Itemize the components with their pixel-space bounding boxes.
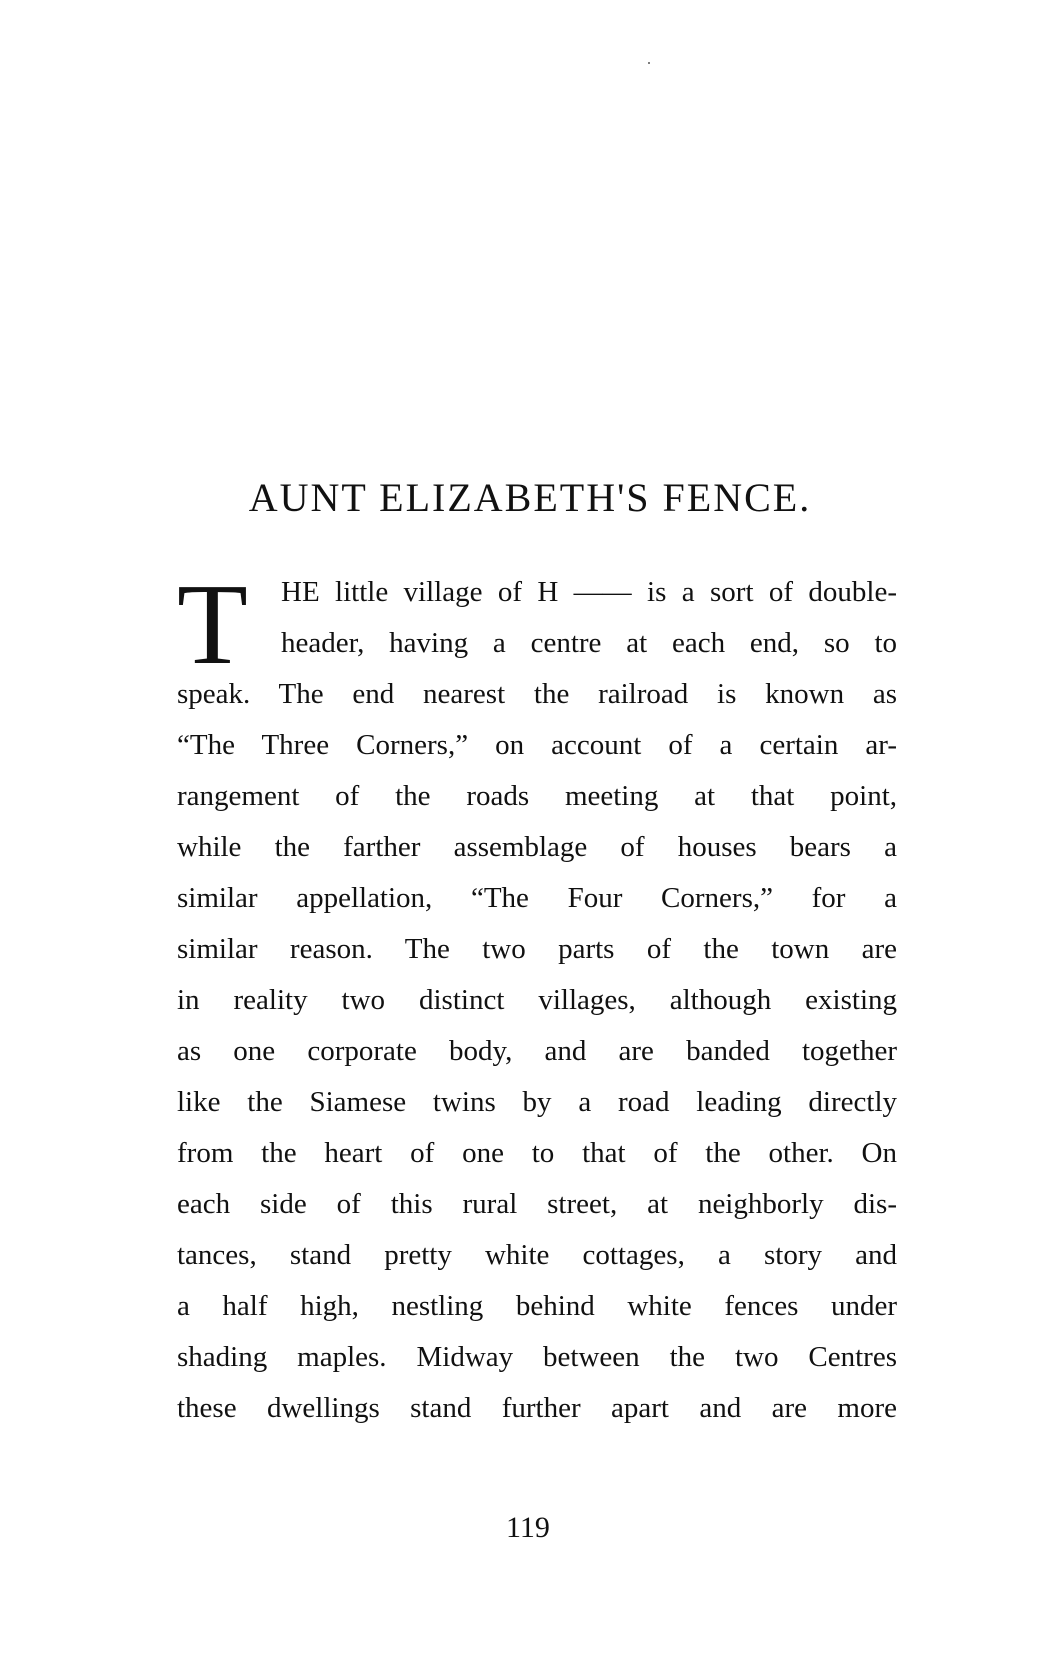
text-line: in reality two distinct villages, although existing <box>177 984 897 1016</box>
text-line: rangement of the roads meeting at that point, <box>177 780 897 812</box>
text-line: similar appellation, “The Four Corners,” for a <box>177 882 897 914</box>
text-line: tances, stand pretty white cottages, a story and <box>177 1239 897 1271</box>
text-line: like the Siamese twins by a road leading directly <box>177 1086 897 1118</box>
text-line: HE little village of H —— is a sort of double- <box>281 576 897 608</box>
text-line: similar reason. The two parts of the town are <box>177 933 897 965</box>
text-line: speak. The end nearest the railroad is known as <box>177 678 897 710</box>
text-line: from the heart of one to that of the other. On <box>177 1137 897 1169</box>
text-line: these dwellings stand further apart and are more <box>177 1392 897 1424</box>
text-line: “The Three Corners,” on account of a certain ar- <box>177 729 897 761</box>
text-line: a half high, nestling behind white fences under <box>177 1290 897 1322</box>
text-line: shading maples. Midway between the two Centres <box>177 1341 897 1373</box>
chapter-title: AUNT ELIZABETH'S FENCE. <box>248 475 812 520</box>
text-line: header, having a centre at each end, so to <box>281 627 897 659</box>
text-line: as one corporate body, and are banded together <box>177 1035 897 1067</box>
drop-cap: T <box>177 561 248 689</box>
text-line: each side of this rural street, at neighborly dis- <box>177 1188 897 1220</box>
page-number: 119 <box>506 1511 550 1544</box>
text-line: while the farther assemblage of houses bears a <box>177 831 897 863</box>
print-speck <box>648 62 650 64</box>
